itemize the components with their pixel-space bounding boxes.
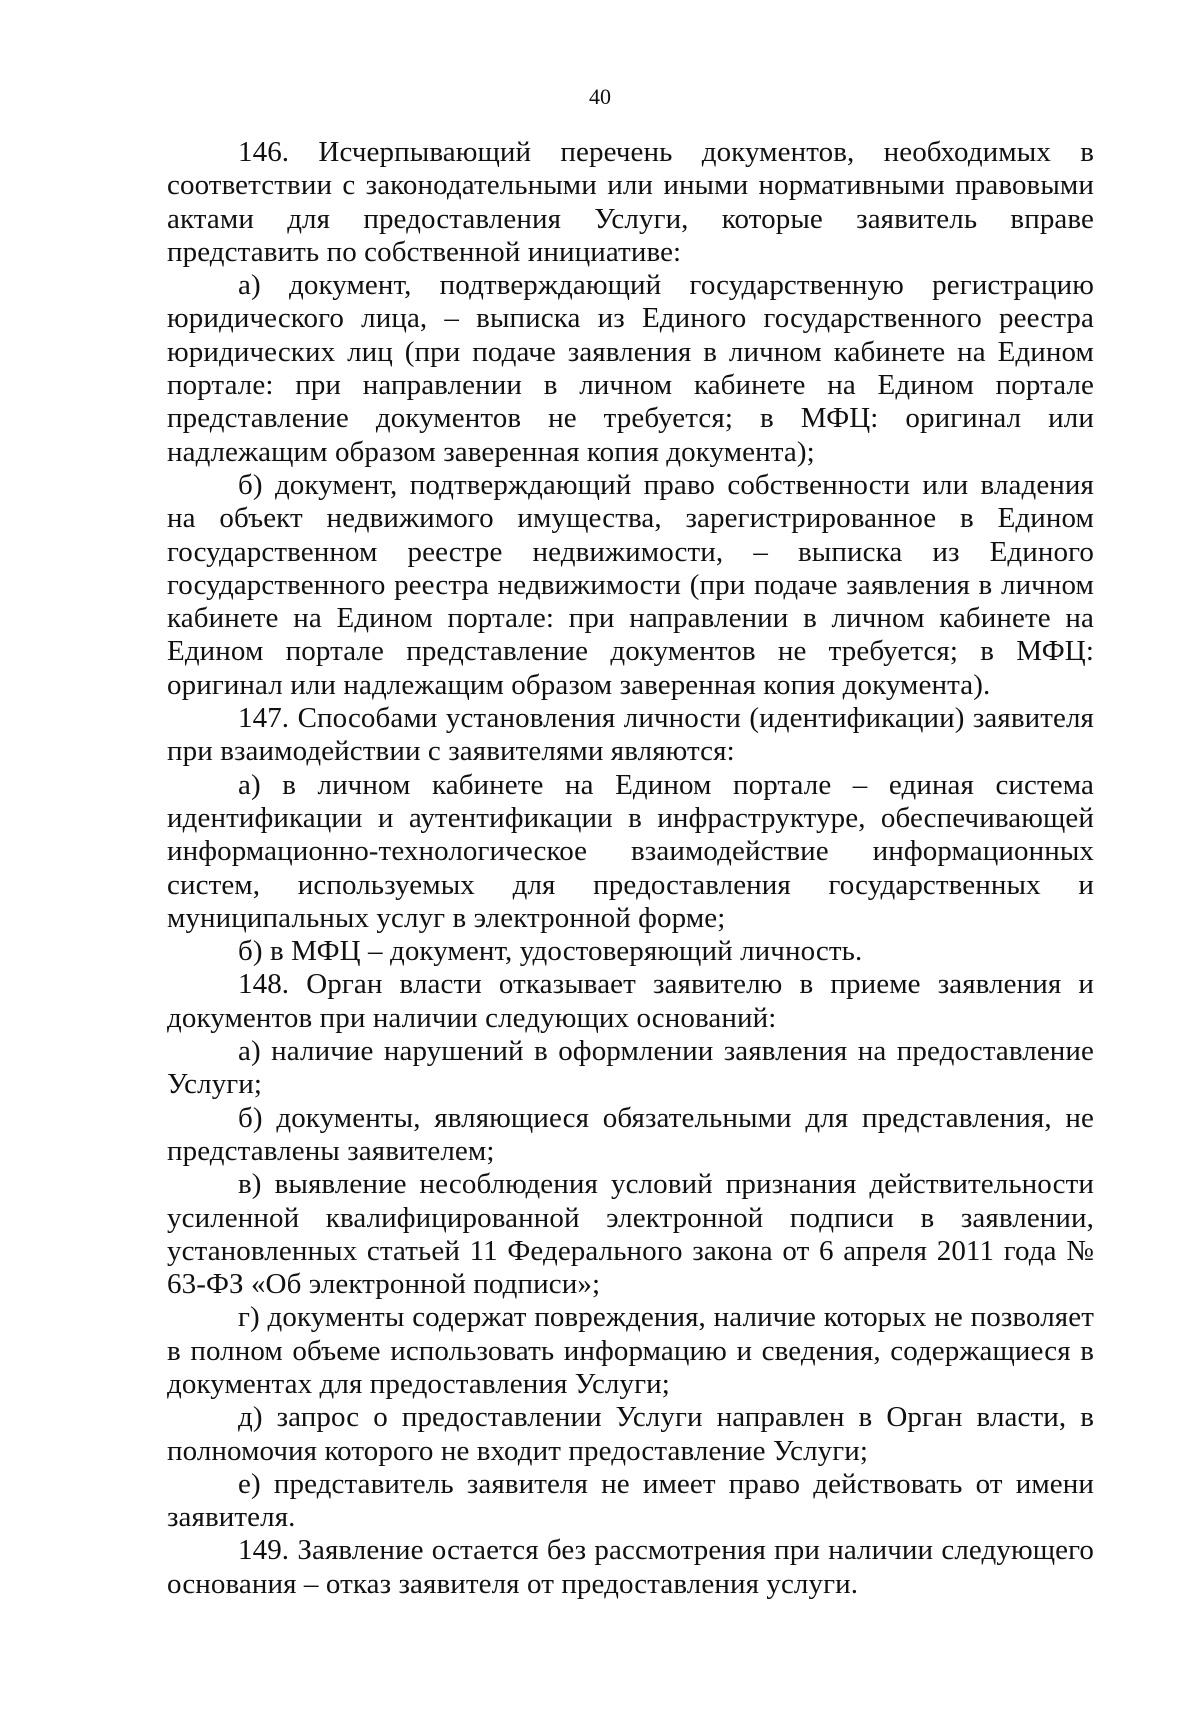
paragraph-148-b: б) документы, являющиеся обязательными для представления, не представлены заявителем; [167,1101,1094,1167]
paragraph-147-b: б) в МФЦ – документ, удостоверяющий личность. [238,935,863,968]
paragraph-149: 149. Заявление остается без рассмотрения при наличии следующего основания – отказ заявителя от предоставления услуги. [167,1534,1094,1600]
paragraph-148-d: д) запрос о предоставлении Услуги направлен в Орган власти, в полномочия которого не входит предоставление Услуги; [167,1401,1094,1467]
paragraph-147-a: а) в личном кабинете на Едином портале – единая система идентификации и аутентификации в инфраструктуре, обеспечивающей информационно-технологическое взаимодействие информационных систем, используемых для предоставления государственных и муниципальных услуг в электронной форме; [167,768,1094,934]
paragraph-147: 147. Способами установления личности (идентификации) заявителя при взаимодействии с заявителями являются: [167,702,1094,768]
paragraph-146-a: а) документ, подтверждающий государственную регистрацию юридического лица, – выписка из Единого государственного реестра юридических лиц (при подаче заявления в личном кабинете на Едином портале: при направлении в личном кабинете на Едином портале представление документов не требуется; в МФЦ: оригинал или надлежащим образом заверенная копия документа); [167,269,1094,468]
paragraph-148-v: в) выявление несоблюдения условий признания действительности усиленной квалифицированной электронной подписи в заявлении, установленных статьей 11 Федерального закона от 6 апреля 2011 года № 63-ФЗ «Об электронной подписи»; [167,1168,1094,1301]
page-number: 40 [589,84,611,109]
paragraph-146: 146. Исчерпывающий перечень документов, необходимых в соответствии с законодательными или иными нормативными правовыми актами для предоставления Услуги, которые заявитель вправе представить по собственной инициативе: [167,136,1094,268]
paragraph-148: 148. Орган власти отказывает заявителю в приеме заявления и документов при наличии следующих оснований: [167,968,1094,1034]
paragraph-148-a: а) наличие нарушений в оформлении заявления на предоставление Услуги; [167,1035,1094,1101]
document-body [167,136,1094,1601]
paragraph-148-g: г) документы содержат повреждения, наличие которых не позволяет в полном объеме использовать информацию и сведения, содержащиеся в документах для предоставления Услуги; [167,1301,1094,1400]
paragraph-146-b: б) документ, подтверждающий право собственности или владения на объект недвижимого имущества, зарегистрированное в Едином государственном реестре недвижимости, – выписка из Единого государственного реестра недвижимости (при подаче заявления в личном кабинете на Едином портале: при направлении в личном кабинете на Едином портале представление документов не требуется; в МФЦ: оригинал или надлежащим образом заверенная копия документа). [167,468,1094,701]
paragraph-148-e: е) представитель заявителя не имеет право действовать от имени заявителя. [167,1467,1094,1534]
